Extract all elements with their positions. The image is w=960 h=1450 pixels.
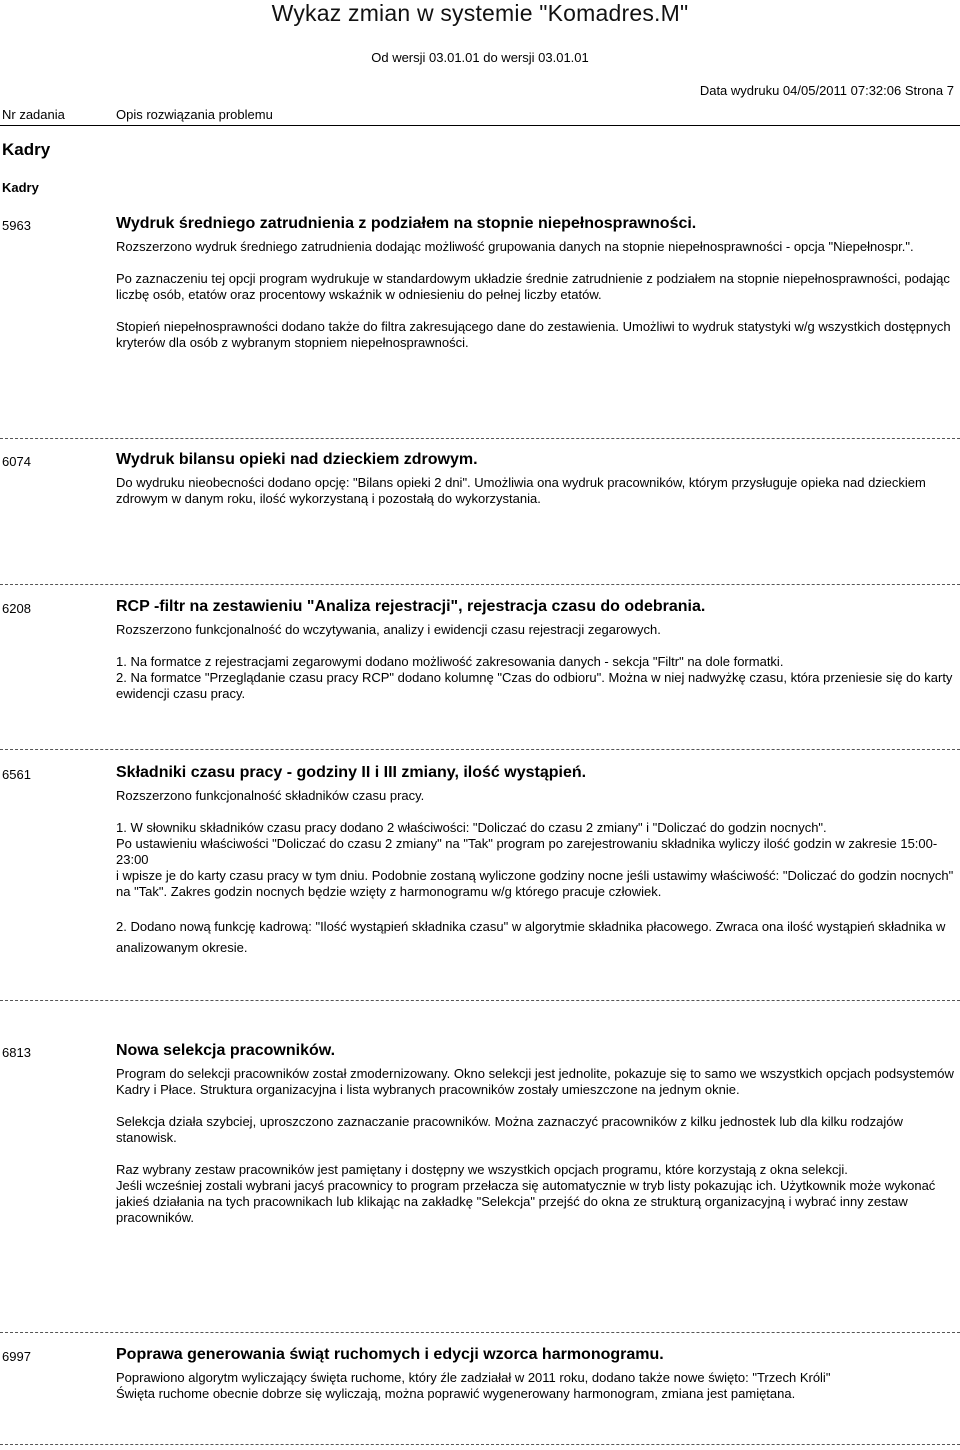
task-paragraph: Po ustawieniu właściwości "Doliczać do czasu 2 zmiany" na "Tak" program po zarejestrowaniu składnika wyliczy ilość godzin w zakresie 15:00-23:00 xyxy=(116,836,938,867)
task-description xyxy=(116,1066,956,1226)
task-paragraph: Poprawiono algorytm wyliczający święta ruchome, który źle zadziałał w 2011 roku, dodano także nowe święto: "Trzech Króli" xyxy=(116,1370,831,1385)
task-description xyxy=(116,239,956,351)
subsection-title: Kadry xyxy=(2,180,39,195)
document-title: Wykaz zmian w systemie "Komadres.M" xyxy=(271,0,689,26)
task-paragraph: Rozszerzono funkcjonalność składników czasu pracy. xyxy=(116,788,425,803)
task-title: Składniki czasu pracy - godziny II i III zmiany, ilość wystąpień. xyxy=(116,764,587,781)
task-description xyxy=(116,622,956,702)
task-paragraph: Jeśli wcześniej zostali wybrani jacyś pracownicy to program przełacza się automatycznie w tryb listy pokazując ich. Użytkownik może wykonać jakieś działania na tych pracownikach lub klikając na zakładkę "Selekcja" przejść do okna ze strukturą organizacyjną i wybrać inny zestaw pracowników. xyxy=(116,1178,936,1225)
column-header-description: Opis rozwiązania problemu xyxy=(116,107,273,122)
task-title: Nowa selekcja pracowników. xyxy=(116,1042,336,1059)
task-title: Wydruk bilansu opieki nad dzieckiem zdrowym. xyxy=(116,451,478,468)
task-paragraph: 1. W słowniku składników czasu pracy dodano 2 właściwości: "Doliczać do czasu 2 zmiany" i "Doliczać do godzin nocnych". xyxy=(116,820,827,835)
task-description xyxy=(116,788,956,958)
task-title: Poprawa generowania świąt ruchomych i edycji wzorca harmonogramu. xyxy=(116,1346,664,1363)
task-divider xyxy=(0,749,960,750)
task-number: 6997 xyxy=(2,1349,31,1364)
task-title: RCP -filtr na zestawieniu "Analiza rejestracji", rejestracja czasu do odebrania. xyxy=(116,598,706,615)
task-title: Wydruk średniego zatrudnienia z podziałem na stopnie niepełnosprawności. xyxy=(116,215,697,232)
task-paragraph: Rozszerzono wydruk średniego zatrudnienia dodając możliwość grupowania danych na stopnie niepełnosprawności - opcja "Niepełnospr.". xyxy=(116,239,914,254)
task-paragraph: 1. Na formatce z rejestracjami zegarowymi dodano możliwość zakresowania danych - sekcja "Filtr" na dole formatki. xyxy=(116,654,784,669)
task-description xyxy=(116,1370,956,1402)
task-paragraph: Do wydruku nieobecności dodano opcję: "Bilans opieki 2 dni". Umożliwia ona wydruk pracowników, którym przysługuje opieka nad dzieckiem zdrowym w danym roku, ilość wykorzystaną i pozostałą do wykorzystania. xyxy=(116,475,926,506)
task-number: 5963 xyxy=(2,218,31,233)
version-range: Od wersji 03.01.01 do wersji 03.01.01 xyxy=(371,50,589,65)
task-paragraph: Po zaznaczeniu tej opcji program wydrukuje w standardowym układzie średnie zatrudnienie z podziałem na stopnie niepełnosprawności, podając liczbę osób, etatów oraz procentowy wskaźnik w odniesieniu do pełnej liczby etatów. xyxy=(116,271,950,302)
task-divider xyxy=(0,584,960,585)
task-paragraph: Program do selekcji pracowników został zmodernizowany. Okno selekcji jest jednolite, pokazuje się to samo we wszystkich opcjach podsystemów Kadry i Płace. Struktura organizacyjna i lista wybranych pracowników zostały umieszczone na jednym oknie. xyxy=(116,1066,954,1097)
task-divider xyxy=(0,438,960,439)
print-date-page: Data wydruku 04/05/2011 07:32:06 Strona 7 xyxy=(699,83,954,98)
task-number: 6074 xyxy=(2,454,31,469)
task-description xyxy=(116,475,956,507)
task-paragraph: Raz wybrany zestaw pracowników jest pamiętany i dostępny we wszystkich opcjach programu, które korzystają z okna selekcji. xyxy=(116,1162,848,1177)
section-title: Kadry xyxy=(2,140,51,159)
task-divider xyxy=(0,1444,960,1445)
task-paragraph: i wpisze je do karty czasu pracy w tym dniu. Podobnie zostaną wyliczone godziny nocne jeśli ustawimy właściwość: "Doliczać do godzin nocnych" na "Tak". Zakres godzin nocnych będzie wzięty z harmonogramu w/g którego pracuje człowiek. xyxy=(116,868,954,899)
task-number: 6208 xyxy=(2,601,31,616)
task-divider xyxy=(0,1000,960,1001)
task-number: 6813 xyxy=(2,1045,31,1060)
task-paragraph: Święta ruchome obecnie dobrze się wyliczają, można poprawić wygenerowany harmonogram, zmiana jest pamiętana. xyxy=(116,1386,796,1401)
task-paragraph: Rozszerzono funkcjonalność do wczytywania, analizy i ewidencji czasu rejestracji zegarowych. xyxy=(116,622,661,637)
column-header-task-number: Nr zadania xyxy=(2,107,65,122)
task-number: 6561 xyxy=(2,767,31,782)
header-divider xyxy=(0,125,960,126)
task-paragraph: Selekcja działa szybciej, uproszczono zaznaczanie pracowników. Można zaznaczyć pracowników z kilku jednostek lub dla kilku rodzajów stanowisk. xyxy=(116,1114,903,1145)
task-paragraph: 2. Dodano nową funkcję kadrową: "Ilość wystąpień składnika czasu" w algorytmie składnika płacowego. Zwraca ona ilość wystąpień składnika w analizowanym okresie. xyxy=(116,919,946,955)
task-paragraph: 2. Na formatce "Przeglądanie czasu pracy RCP" dodano kolumnę "Czas do odbioru". Można w niej nadwyżkę czasu, która przeniesie się do karty ewidencji czasu pracy. xyxy=(116,670,953,701)
task-divider xyxy=(0,1332,960,1333)
task-paragraph: Stopień niepełnosprawności dodano także do filtra zakresującego dane do zestawienia. Umożliwi to wydruk statystyki w/g wszystkich dostępnych kryterów dla osób z wybranym stopniem niepełnosprawności. xyxy=(116,319,951,350)
